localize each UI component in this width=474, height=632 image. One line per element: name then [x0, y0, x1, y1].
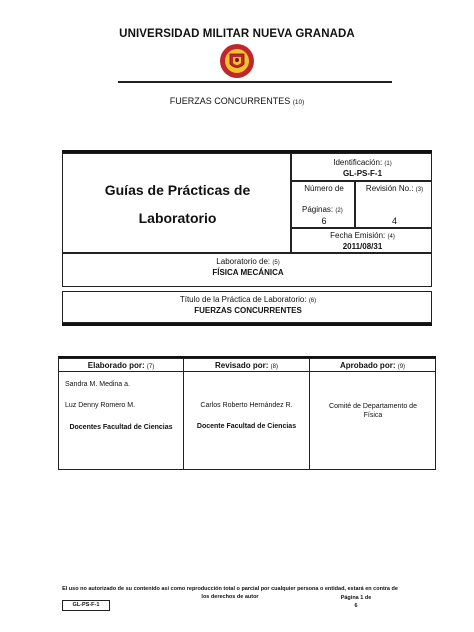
- revision-box: [355, 181, 432, 228]
- practica-label-row: [63, 295, 433, 304]
- paginas-box: [291, 181, 355, 228]
- practica-label: Título de la Práctica de Laboratorio:: [179, 295, 307, 304]
- aprobado-note: (9): [397, 364, 406, 370]
- fecha-label-row: [292, 231, 433, 240]
- paginas-note: (2): [335, 208, 343, 214]
- approvals-header-divider: [59, 371, 435, 372]
- numero-label: Número de: [304, 184, 344, 193]
- revision-note: (3): [415, 187, 424, 193]
- fecha-value: 2011/08/31: [342, 242, 383, 251]
- revisado-role: Docente Facultad de Ciencias: [196, 423, 297, 430]
- aprobado-name: Comité de Departamento de Física: [329, 403, 417, 419]
- practica-box: [62, 291, 432, 323]
- elaborado-name-1: Sandra M. Medina a.: [65, 381, 130, 388]
- page-total: 6: [354, 603, 358, 609]
- identificacion-box: [291, 153, 432, 181]
- fecha-box: [291, 228, 432, 253]
- elaborado-name-2: Luz Denny Romero M.: [65, 402, 136, 409]
- university-name: UNIVERSIDAD MILITAR NUEVA GRANADA: [119, 28, 355, 40]
- laboratorio-label: Laboratorio de:: [216, 257, 271, 266]
- paginas-value: 6: [321, 216, 327, 226]
- revision-label: Revisión No.:: [365, 184, 414, 193]
- revision-label-row: [356, 184, 433, 193]
- practica-value: FUERZAS CONCURRENTES: [194, 306, 302, 315]
- laboratorio-note: (5): [272, 260, 280, 266]
- title-box: [62, 153, 291, 253]
- university-seal-logo: [218, 42, 256, 80]
- page-indicator: [336, 594, 376, 610]
- elaborado-header: [59, 361, 183, 370]
- approvals-table: [58, 358, 436, 470]
- revisado-label: Revisado por:: [215, 361, 269, 370]
- elaborado-note: (7): [146, 364, 155, 370]
- practica-note: (6): [308, 298, 317, 304]
- identificacion-label: Identificación:: [333, 158, 383, 167]
- header-rule: [118, 81, 392, 83]
- laboratorio-value: FÍSICA MECÁNICA: [212, 268, 284, 277]
- guide-title-line1: Guías de Prácticas de: [104, 182, 251, 198]
- identificacion-note: (1): [384, 161, 392, 167]
- identificacion-value: GL-PS-F-1: [342, 169, 383, 178]
- laboratorio-label-row: [63, 257, 433, 266]
- paginas-label-row: [302, 205, 343, 214]
- paginas-label: Páginas:: [302, 205, 334, 214]
- elaborado-role: Docentes Facultad de Ciencias: [69, 424, 173, 431]
- card-bottom-border: [62, 323, 432, 326]
- page-label: Página 1 de: [340, 595, 372, 601]
- revision-value: 4: [391, 216, 397, 226]
- copyright-notice: El uso no autorizado de su contenido así como reproducción total o parcial por cualquier persona o entidad, estará en contra de los derechos de autor: [62, 586, 398, 600]
- approvals-col-divider-1: [183, 359, 184, 469]
- fecha-label: Fecha Emisión:: [330, 231, 386, 240]
- approvals-col-divider-2: [309, 359, 310, 469]
- elaborado-label: Elaborado por:: [87, 361, 145, 370]
- subtitle-text: FUERZAS CONCURRENTES: [169, 96, 291, 106]
- footer-code-box: [62, 600, 110, 611]
- subtitle-note: (10): [292, 99, 305, 106]
- revisado-note: (8): [270, 364, 278, 370]
- guide-title-line2: Laboratorio: [138, 210, 217, 226]
- revisado-header: [184, 361, 309, 370]
- footer-code: GL-PS-F-1: [72, 602, 100, 608]
- fecha-note: (4): [387, 234, 395, 240]
- aprobado-label: Aprobado por:: [339, 361, 396, 370]
- document-subtitle: [0, 96, 474, 106]
- aprobado-header: [310, 361, 435, 370]
- laboratorio-box: [62, 253, 432, 287]
- identificacion-label-row: [292, 158, 433, 167]
- revisado-name: Carlos Roberto Hernández R.: [200, 402, 293, 409]
